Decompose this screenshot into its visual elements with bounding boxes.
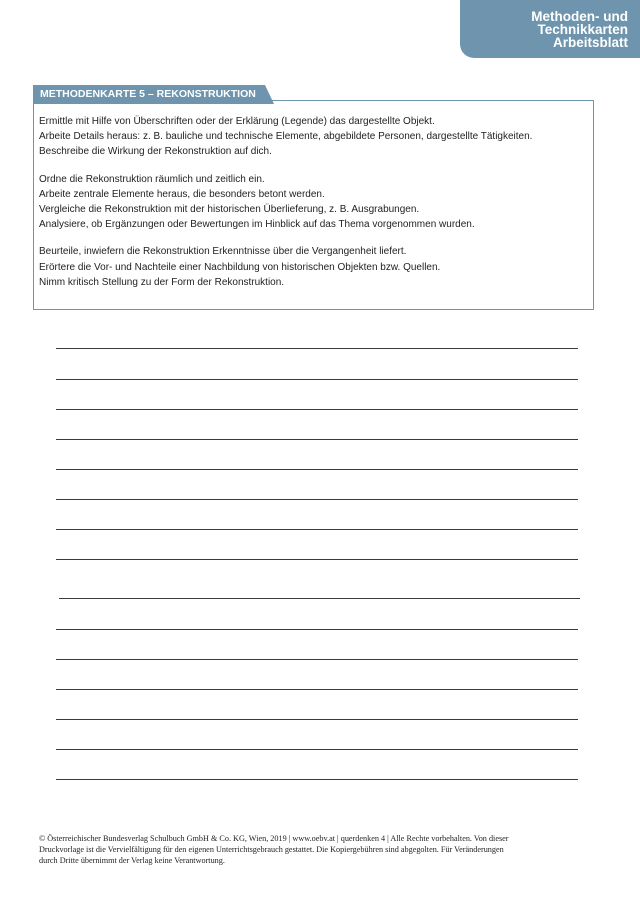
instruction-line: Nimm kritisch Stellung zu der Form der Rekonstruktion. <box>39 276 285 288</box>
writing-line[interactable] <box>56 348 578 349</box>
footer-line: © Österreichischer Bundesverlag Schulbuch GmbH & Co. KG, Wien, 2019 | www.oebv.at | querdenken 4 | Alle Rechte vorbehalten. Von dieser <box>39 834 509 843</box>
writing-line[interactable] <box>56 749 578 750</box>
writing-line[interactable] <box>56 559 578 560</box>
instruction-line: Vergleiche die Rekonstruktion mit der historischen Überlieferung, z. B. Ausgrabungen. <box>39 204 420 216</box>
tab-line: Arbeitsblatt <box>552 34 628 50</box>
instruction-line: Arbeite zentrale Elemente heraus, die besonders betont werden. <box>39 188 325 200</box>
instruction-paragraph <box>39 114 589 160</box>
instruction-line: Analysiere, ob Ergänzungen oder Bewertungen im Hinblick auf das Thema vorgenommen wurden. <box>39 219 475 231</box>
writing-line[interactable] <box>56 779 578 780</box>
writing-line[interactable] <box>56 409 578 410</box>
instruction-line: Ordne die Rekonstruktion räumlich und zeitlich ein. <box>39 173 265 185</box>
method-card-body <box>39 114 589 302</box>
writing-line[interactable] <box>56 469 578 470</box>
footer-line: Druckvorlage ist die Vervielfältigung für den eigenen Unterrichtsgebrauch gestattet. Die Kopiergebühren sind abgegolten. Für Veränderungen <box>39 845 504 854</box>
footer-line: durch Dritte übernimmt der Verlag keine Verantwortung. <box>39 856 225 865</box>
instruction-line: Arbeite Details heraus: z. B. bauliche und technische Elemente, abgebildete Personen, dargestellte Tätigkeiten. <box>39 131 533 143</box>
writing-line[interactable] <box>56 629 578 630</box>
instruction-line: Beschreibe die Wirkung der Rekonstruktion auf dich. <box>39 146 272 158</box>
copyright-footer <box>39 833 599 866</box>
writing-line[interactable] <box>56 659 578 660</box>
writing-line[interactable] <box>59 598 580 599</box>
tab-line: Technikkarten <box>537 21 628 37</box>
instruction-line: Ermittle mit Hilfe von Überschriften oder der Erklärung (Legende) das dargestellte Objekt. <box>39 116 435 127</box>
tab-line: Methoden- und <box>531 8 628 24</box>
worksheet-type-tab <box>460 0 640 58</box>
method-card-title: METHODENKARTE 5 – REKONSTRUKTION <box>33 85 265 104</box>
instruction-paragraph <box>39 172 589 233</box>
writing-line[interactable] <box>56 439 578 440</box>
writing-line[interactable] <box>56 499 578 500</box>
writing-line[interactable] <box>56 719 578 720</box>
writing-line[interactable] <box>56 379 578 380</box>
writing-line[interactable] <box>56 529 578 530</box>
instruction-line: Beurteile, inwiefern die Rekonstruktion Erkenntnisse über die Vergangenheit liefert. <box>39 246 407 258</box>
writing-line[interactable] <box>56 689 578 690</box>
instruction-paragraph <box>39 244 589 290</box>
instruction-line: Erörtere die Vor- und Nachteile einer Nachbildung von historischen Objekten bzw. Quellen. <box>39 261 441 273</box>
